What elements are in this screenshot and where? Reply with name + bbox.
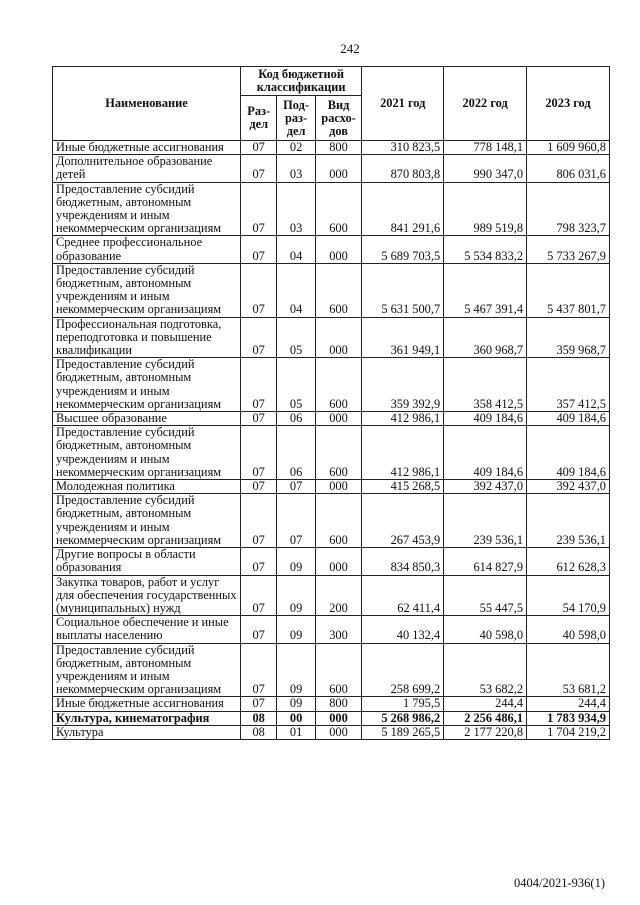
row-podrazdel: 02 — [277, 141, 315, 155]
row-value-2021: 361 949,1 — [362, 317, 444, 358]
row-razdel: 07 — [241, 616, 277, 643]
budget-table — [52, 66, 610, 740]
row-podrazdel: 03 — [277, 155, 315, 182]
row-value-2023: 40 598,0 — [527, 616, 610, 643]
row-value-2023: 798 323,7 — [527, 182, 610, 236]
row-razdel: 08 — [241, 711, 277, 725]
row-value-2022: 990 347,0 — [444, 155, 527, 182]
row-vid-raskhodov: 600 — [315, 182, 362, 236]
row-vid-raskhodov: 600 — [315, 494, 362, 548]
row-value-2022: 5 467 391,4 — [444, 263, 527, 317]
row-razdel: 07 — [241, 182, 277, 236]
row-podrazdel: 05 — [277, 317, 315, 358]
row-value-2023: 1 783 934,9 — [527, 711, 610, 725]
row-razdel: 07 — [241, 426, 277, 480]
row-value-2022: 244,4 — [444, 697, 527, 711]
row-value-2023: 1 609 960,8 — [527, 141, 610, 155]
row-podrazdel: 06 — [277, 426, 315, 480]
table-row — [53, 358, 610, 412]
row-value-2022: 392 437,0 — [444, 480, 527, 494]
row-value-2023: 359 968,7 — [527, 317, 610, 358]
row-value-2023: 612 628,3 — [527, 548, 610, 575]
table-row — [53, 711, 610, 725]
row-razdel: 07 — [241, 141, 277, 155]
row-name: Предоставление субсидий бюджетным, автономным учреждениям и иным некоммерческим организациям — [53, 643, 241, 697]
row-name: Предоставление субсидий бюджетным, автономным учреждениям и иным некоммерческим организациям — [53, 182, 241, 236]
table-row — [53, 155, 610, 182]
table-body — [53, 141, 610, 740]
row-value-2021: 40 132,4 — [362, 616, 444, 643]
row-value-2023: 5 437 801,7 — [527, 263, 610, 317]
row-value-2022: 2 177 220,8 — [444, 725, 527, 739]
row-value-2021: 841 291,6 — [362, 182, 444, 236]
row-vid-raskhodov: 000 — [315, 711, 362, 725]
table-row — [53, 575, 610, 616]
row-value-2021: 870 803,8 — [362, 155, 444, 182]
row-value-2023: 1 704 219,2 — [527, 725, 610, 739]
header-podrazdel: Под- раз- дел — [277, 96, 315, 141]
row-value-2022: 358 412,5 — [444, 358, 527, 412]
row-name: Другие вопросы в области образования — [53, 548, 241, 575]
document-code: 0404/2021-936(1) — [514, 876, 605, 890]
row-vid-raskhodov: 000 — [315, 412, 362, 426]
row-value-2021: 359 392,9 — [362, 358, 444, 412]
row-razdel: 07 — [241, 263, 277, 317]
row-value-2023: 244,4 — [527, 697, 610, 711]
table-row — [53, 697, 610, 711]
row-value-2021: 310 823,5 — [362, 141, 444, 155]
row-podrazdel: 07 — [277, 480, 315, 494]
row-name: Социальное обеспечение и иные выплаты населению — [53, 616, 241, 643]
row-value-2021: 412 986,1 — [362, 412, 444, 426]
row-vid-raskhodov: 600 — [315, 263, 362, 317]
row-vid-raskhodov: 600 — [315, 358, 362, 412]
row-podrazdel: 01 — [277, 725, 315, 739]
row-value-2021: 5 189 265,5 — [362, 725, 444, 739]
header-2023: 2023 год — [527, 67, 610, 141]
table-row — [53, 141, 610, 155]
row-value-2021: 5 268 986,2 — [362, 711, 444, 725]
row-podrazdel: 09 — [277, 643, 315, 697]
row-podrazdel: 09 — [277, 697, 315, 711]
row-podrazdel: 00 — [277, 711, 315, 725]
row-vid-raskhodov: 200 — [315, 575, 362, 616]
row-vid-raskhodov: 000 — [315, 236, 362, 263]
table-row — [53, 182, 610, 236]
row-podrazdel: 07 — [277, 494, 315, 548]
row-value-2022: 5 534 833,2 — [444, 236, 527, 263]
row-razdel: 07 — [241, 494, 277, 548]
row-name: Культура — [53, 725, 241, 739]
header-code-group: Код бюджетной классификации — [241, 67, 362, 96]
row-podrazdel: 05 — [277, 358, 315, 412]
row-vid-raskhodov: 800 — [315, 697, 362, 711]
row-vid-raskhodov: 300 — [315, 616, 362, 643]
row-name: Культура, кинематография — [53, 711, 241, 725]
table-row — [53, 616, 610, 643]
table-row — [53, 317, 610, 358]
row-razdel: 07 — [241, 480, 277, 494]
row-vid-raskhodov: 600 — [315, 643, 362, 697]
row-value-2021: 834 850,3 — [362, 548, 444, 575]
table-row — [53, 426, 610, 480]
row-name: Предоставление субсидий бюджетным, автономным учреждениям и иным некоммерческим организациям — [53, 263, 241, 317]
row-value-2023: 357 412,5 — [527, 358, 610, 412]
row-value-2022: 409 184,6 — [444, 426, 527, 480]
header-name: Наименование — [53, 67, 241, 141]
row-vid-raskhodov: 000 — [315, 317, 362, 358]
row-vid-raskhodov: 000 — [315, 155, 362, 182]
row-value-2022: 55 447,5 — [444, 575, 527, 616]
row-razdel: 08 — [241, 725, 277, 739]
row-razdel: 07 — [241, 697, 277, 711]
row-name: Профессиональная подготовка, переподготовка и повышение квалификации — [53, 317, 241, 358]
row-podrazdel: 09 — [277, 575, 315, 616]
table-row — [53, 494, 610, 548]
table-row — [53, 480, 610, 494]
row-value-2022: 2 256 486,1 — [444, 711, 527, 725]
row-name: Высшее образование — [53, 412, 241, 426]
page-number: 242 — [340, 41, 360, 56]
row-razdel: 07 — [241, 155, 277, 182]
row-value-2021: 5 689 703,5 — [362, 236, 444, 263]
row-value-2021: 258 699,2 — [362, 643, 444, 697]
row-value-2022: 989 519,8 — [444, 182, 527, 236]
row-value-2022: 409 184,6 — [444, 412, 527, 426]
row-name: Молодежная политика — [53, 480, 241, 494]
table-row — [53, 725, 610, 739]
row-value-2021: 412 986,1 — [362, 426, 444, 480]
row-value-2023: 239 536,1 — [527, 494, 610, 548]
row-razdel: 07 — [241, 412, 277, 426]
row-vid-raskhodov: 000 — [315, 725, 362, 739]
table-row — [53, 263, 610, 317]
row-value-2023: 392 437,0 — [527, 480, 610, 494]
row-razdel: 07 — [241, 236, 277, 263]
row-value-2023: 5 733 267,9 — [527, 236, 610, 263]
row-value-2021: 5 631 500,7 — [362, 263, 444, 317]
header-2021: 2021 год — [362, 67, 444, 141]
row-razdel: 07 — [241, 358, 277, 412]
table-row — [53, 236, 610, 263]
row-razdel: 07 — [241, 575, 277, 616]
row-podrazdel: 06 — [277, 412, 315, 426]
row-name: Среднее профессиональное образование — [53, 236, 241, 263]
row-value-2023: 409 184,6 — [527, 426, 610, 480]
row-podrazdel: 04 — [277, 263, 315, 317]
table-row — [53, 548, 610, 575]
row-name: Дополнительное образование детей — [53, 155, 241, 182]
row-value-2022: 778 148,1 — [444, 141, 527, 155]
row-vid-raskhodov: 000 — [315, 548, 362, 575]
header-vid-raskhodov: Вид расхо- дов — [315, 96, 362, 141]
row-razdel: 07 — [241, 317, 277, 358]
row-razdel: 07 — [241, 643, 277, 697]
row-value-2021: 267 453,9 — [362, 494, 444, 548]
row-name: Предоставление субсидий бюджетным, автономным учреждениям и иным некоммерческим организациям — [53, 358, 241, 412]
row-value-2023: 409 184,6 — [527, 412, 610, 426]
table-header — [53, 67, 610, 141]
row-podrazdel: 04 — [277, 236, 315, 263]
row-podrazdel: 09 — [277, 616, 315, 643]
row-value-2023: 54 170,9 — [527, 575, 610, 616]
row-name: Иные бюджетные ассигнования — [53, 697, 241, 711]
row-name: Иные бюджетные ассигнования — [53, 141, 241, 155]
row-name: Предоставление субсидий бюджетным, автономным учреждениям и иным некоммерческим организациям — [53, 494, 241, 548]
row-value-2023: 806 031,6 — [527, 155, 610, 182]
row-name: Закупка товаров, работ и услуг для обеспечения государственных (муниципальных) нужд — [53, 575, 241, 616]
row-value-2021: 415 268,5 — [362, 480, 444, 494]
row-value-2022: 614 827,9 — [444, 548, 527, 575]
header-razdel: Раз- дел — [241, 96, 277, 141]
row-vid-raskhodov: 600 — [315, 426, 362, 480]
table-row — [53, 412, 610, 426]
table-row — [53, 643, 610, 697]
row-value-2022: 40 598,0 — [444, 616, 527, 643]
header-2022: 2022 год — [444, 67, 527, 141]
row-podrazdel: 03 — [277, 182, 315, 236]
row-razdel: 07 — [241, 548, 277, 575]
row-value-2021: 1 795,5 — [362, 697, 444, 711]
row-name: Предоставление субсидий бюджетным, автономным учреждениям и иным некоммерческим организациям — [53, 426, 241, 480]
row-value-2022: 53 682,2 — [444, 643, 527, 697]
row-vid-raskhodov: 800 — [315, 141, 362, 155]
row-value-2021: 62 411,4 — [362, 575, 444, 616]
row-value-2022: 239 536,1 — [444, 494, 527, 548]
row-value-2022: 360 968,7 — [444, 317, 527, 358]
row-vid-raskhodov: 000 — [315, 480, 362, 494]
row-value-2023: 53 681,2 — [527, 643, 610, 697]
row-podrazdel: 09 — [277, 548, 315, 575]
